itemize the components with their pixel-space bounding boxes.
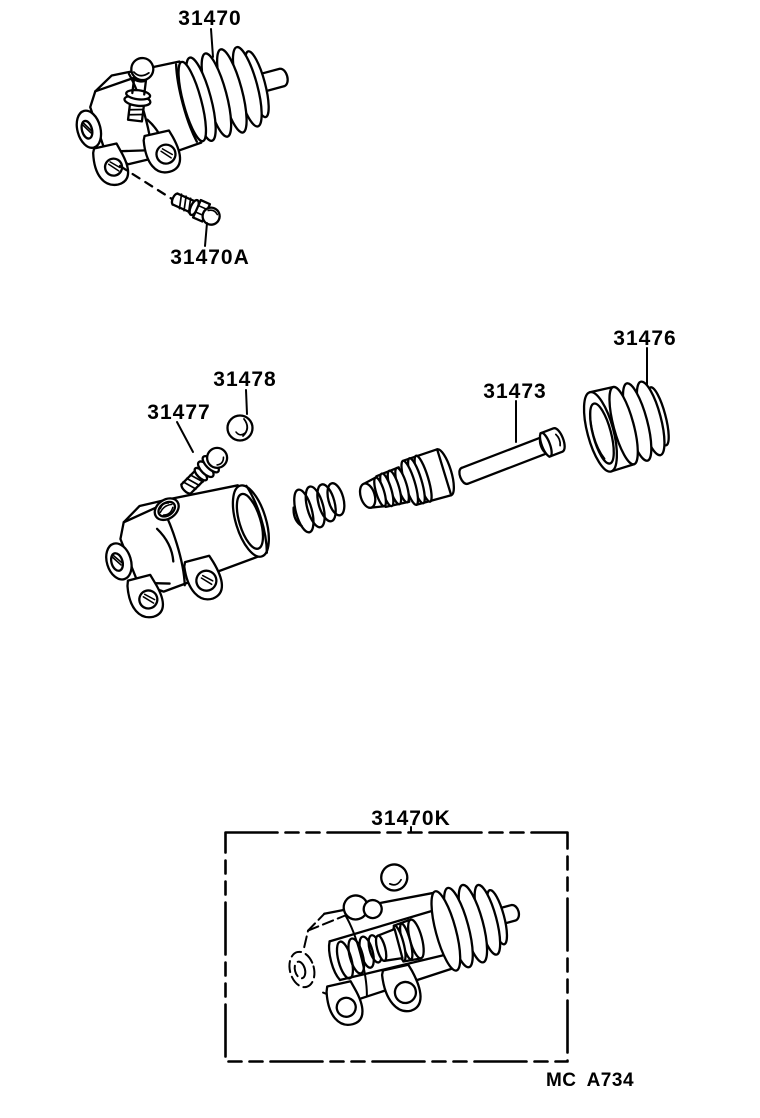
part-label-31476: 31476	[613, 327, 677, 350]
part-label-31470: 31470	[178, 7, 242, 30]
part-label-31477: 31477	[147, 401, 211, 424]
leader-31470	[211, 29, 213, 57]
bleeder-screw-31470a-drawing	[169, 189, 223, 227]
release-cylinder-assembly-drawing	[62, 18, 303, 192]
kit-assembly-drawing	[270, 836, 536, 1038]
piston-drawing	[354, 447, 458, 520]
spring-drawing	[288, 479, 350, 535]
boot-drawing	[577, 375, 675, 475]
leader-31470a	[205, 223, 207, 246]
part-label-31470k: 31470K	[371, 807, 451, 830]
leader-31477	[177, 422, 193, 452]
page-code: MC A734	[545, 1070, 635, 1091]
push-rod-drawing	[456, 426, 567, 489]
leader-31478	[246, 390, 247, 414]
part-label-31470a: 31470A	[170, 246, 250, 269]
cap-31478-drawing	[228, 416, 253, 441]
part-label-31478: 31478	[213, 368, 277, 391]
part-label-31473: 31473	[483, 380, 547, 403]
